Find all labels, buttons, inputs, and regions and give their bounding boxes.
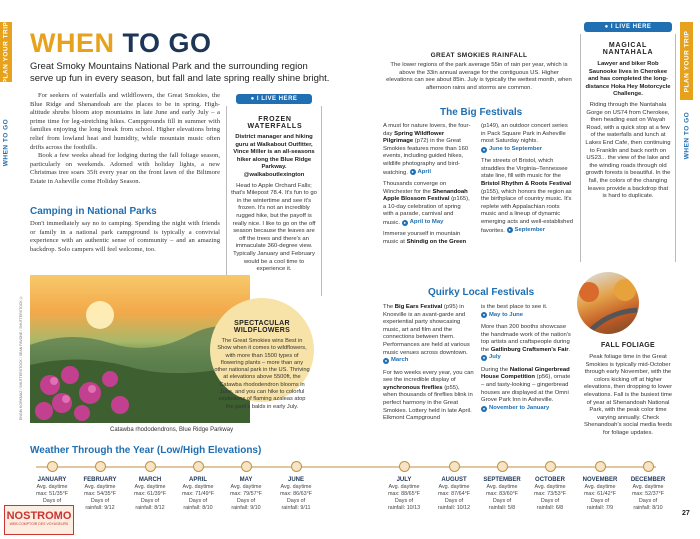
weather-icon [545, 461, 556, 472]
stamp-tagline: WEB COMPTOIR DES VOYAGEURS [9, 522, 69, 526]
month-stat: Avg. daytime [388, 484, 420, 490]
weather-icon [399, 461, 410, 472]
fall-foliage-text: Peak foliage time in the Great Smokies is typically mid-October through early November, with the colors kicking off at higher elevations, then dropping to lower elevations. Fall is the busiest time of year at Shenandoah National Park, with the peak color time varying annually. Check Shenandoah's social media feeds for foliage updates. [583, 354, 673, 436]
map-pin-icon: ● [604, 24, 611, 30]
month-stat: Days of [638, 498, 658, 504]
box-title-2: MAGICAL NANTAHALA [602, 42, 654, 56]
month-stat: rainfall: 8/10 [183, 505, 213, 511]
wildflowers-title: SPECTACULAR WILDFLOWERS [233, 320, 291, 334]
month-stat: max: 86/63°F [279, 491, 313, 497]
month-stat: rainfall: 8/10 [633, 505, 663, 511]
weather-timeline [36, 466, 656, 468]
weather-heading: Weather Through the Year (Low/High Elevations) [30, 445, 262, 456]
quirky-festivals-heading: Quirky Local Festivals [428, 287, 535, 298]
box-title: FROZEN WATERFALLS [247, 116, 303, 130]
month-stat: max: 73/53°F [533, 491, 567, 497]
month-name: FEBRUARY [83, 477, 117, 483]
month-stat: Avg. daytime [134, 484, 166, 490]
month-stat: Avg. daytime [534, 484, 566, 490]
box-lead: District manager and hiking guru at Walkabout Outfitter, Vince Miller is an all-seasons hiker along the Blue Ridge Parkway. @walkaboutlexington [233, 134, 315, 178]
i-live-here-banner-2: ● I LIVE HERE [584, 22, 672, 32]
i-live-here-box-nantahala [580, 34, 676, 262]
month-stat: max: 83/60°F [485, 491, 519, 497]
month-name: AUGUST [441, 477, 467, 483]
month-stat: Avg. daytime [438, 484, 470, 490]
calendar-icon: ● [482, 405, 486, 411]
month-stat: Days of [140, 498, 160, 504]
fall-foliage-photo [577, 272, 639, 334]
month-stat: rainfall: 9/10 [231, 505, 261, 511]
stamp-name: NOSTROMO [6, 510, 72, 522]
month-stat: rainfall: 10/13 [387, 505, 421, 511]
big-festivals-col1: A must for nature lovers, the four-day Spring Wildflower Pilgrimage (p72) in the Great Smokies features more than 160 events, including guided hikes, wildlife photography and bird-watching. ● April Thousands converge on Winchester for the Shenandoah Apple Blossom Festival (p165), a 10-day celebration of spring with a parade, carnival and music. ● April to May Immerse yourself in mountain music at Shindig on the Green [383, 123, 471, 245]
month-stat: Days of [444, 498, 464, 504]
month-name: MAY [239, 477, 253, 483]
i-live-here-box-frozen [226, 106, 322, 296]
month-stat: max: 54/35°F [83, 491, 117, 497]
weather-icon [291, 461, 302, 472]
weather-icon [497, 461, 508, 472]
month-stat: Avg. daytime [84, 484, 116, 490]
box-text-2: Riding through the Nantahala Gorge on US74 from Cherokee, then heading east on Wayah Road, with a quick stop at a few of the waterfalls and lunch at Lakes End Cafe, then continuing to Franklin and back north on US23... the view of the lake and the winding roads through old growth forests is beautiful. In the fall, the colors of the changing leaves provide a backdrop that is hard to duplicate. [585, 101, 671, 200]
weather-icon [643, 461, 654, 472]
weather-month [267, 477, 325, 512]
calendar-icon: ● [482, 146, 486, 152]
month-stat: Avg. daytime [632, 484, 664, 490]
camping-heading: Camping in National Parks [30, 206, 157, 217]
calendar-icon: ● [482, 312, 486, 318]
month-stat: Days of [90, 498, 110, 504]
month-stat: Avg. daytime [182, 484, 214, 490]
month-name: DECEMBER [630, 477, 666, 483]
month-stat: max: 87/64°F [437, 491, 471, 497]
map-pin-icon: ● [250, 96, 257, 102]
month-stat: Days of [42, 498, 62, 504]
wildflowers-text: The Great Smokies wins Best in Show when it comes to wildflowers, with more than 1500 types of flowering plants – more than any other national park in the US. Thriving at elevations above 5500ft, the Catawba rhododendron blooms in June, and you can hike to colorful explosions of flaming azaleas atop the park's balds in early July. [214, 338, 310, 410]
box-lead-2: Lawyer and biker Rob Saunooke lives in Cherokee and has completed the long-distance Hoka Hey Motorcycle Challenge. [585, 61, 671, 98]
camping-text: Don't immediately say no to camping. Spending the night with friends or family in a national park campground is typically a convivial experience with an authentic sense of community – and an amazing backdrop. Solo campers will feel welcome, too. [30, 220, 220, 253]
month-stat: Avg. daytime [584, 484, 616, 490]
intro-text: For seekers of waterfalls and wildflowers, the Great Smokies, the Blue Ridge and Shenandoah are the places to be in spring. High-altitude shrubs bloom atop mountains in late June and early July – a prime time for leg-stretching hikes. Campgrounds fill in summer with families enjoying the long break from school. Higher elevations bring relief from lowland heat and humidity, while mountain music often drifts across the foothills. Book a few weeks ahead for lodging during the fall foliage season, particularly on weekends. Adorned with holiday lights, a new Christmas tree soars 35ft every year on the front lawn of the Biltmore Estate in Asheville come Holiday Season. [30, 92, 220, 185]
photo-credit: ENGIN KORKMAZ / SHUTTERSTOCK / SEAN PAVONE / SHUTTERSTOCK © [19, 295, 23, 420]
month-name: NOVEMBER [582, 477, 618, 483]
page-title: WHEN TO GO [30, 28, 212, 58]
month-stat: Days of [394, 498, 414, 504]
month-stat: max: 88/65°F [387, 491, 421, 497]
month-stat: Avg. daytime [36, 484, 68, 490]
rainfall-text: The lower regions of the park average 55in of rain per year, which is above the 33in annual average for the contiguous US. Higher elevations can see about 85in. July is typically the wettest month, when afternoon rains and storms are common. [386, 62, 572, 91]
month-stat: Days of [188, 498, 208, 504]
month-stat: max: 51/35°F [35, 491, 69, 497]
month-stat: Days of [236, 498, 256, 504]
month-stat: rainfall: 9/12 [85, 505, 115, 511]
box-text: Head to Apple Orchard Falls; that's Milepost 78.4. It's fun to go in the wintertime and see it's frozen. It's not an incredibly rugged hike, but the payoff is really nice. I like to go on the off season because the leaves are off the trees and there's an immaculate 360-degree view. Typically January and February would be a cool time to experience it. [231, 182, 317, 273]
month-stat: Days of [590, 498, 610, 504]
month-name: APRIL [189, 477, 207, 483]
left-side-section-label: WHEN TO GO [2, 118, 10, 166]
left-side-tab-label: PLAN YOUR TRIP [2, 21, 10, 83]
fall-road-illustration [577, 272, 639, 334]
month-name: JANUARY [37, 477, 67, 483]
nostromo-stamp [4, 505, 74, 535]
month-stat: Days of [540, 498, 560, 504]
wildflowers-box [214, 320, 310, 411]
month-stat: rainfall: 6/8 [536, 505, 564, 511]
i-live-here-banner: ● I LIVE HERE [236, 94, 312, 104]
month-stat: max: 79/57°F [229, 491, 263, 497]
month-stat: max: 61/42°F [583, 491, 617, 497]
page-subtitle: Great Smoky Mountains National Park and the surrounding region serve up fun in every season, but fall and late spring really shine bright. [30, 61, 330, 84]
month-stat: Avg. daytime [230, 484, 262, 490]
right-side-section-label: WHEN TO GO [683, 111, 690, 159]
photo-caption: Catawba rhododendrons, Blue Ridge Parkway [110, 427, 234, 433]
right-side-tab-label: PLAN YOUR TRIP [683, 30, 690, 92]
quirky-festivals-col1: The Big Ears Festival (p95) in Knoxville is an avant-garde and experiential party showcasing music, art and film and the connections between them. Performances are held at various music venues across downtown. ● March For two weeks every year, you can see the incredible display of synchronous fireflies (p55), when thousands of fireflies blink in perfect harmony in the Great Smokies. Lottery held in late April. Elkmont Campground [383, 304, 474, 422]
weather-month [619, 477, 677, 512]
month-name: SEPTEMBER [483, 477, 521, 483]
month-stat: Avg. daytime [486, 484, 518, 490]
calendar-icon: ● [411, 169, 414, 175]
calendar-icon: ● [508, 227, 511, 233]
month-stat: max: 61/39°F [133, 491, 167, 497]
weather-icon [47, 461, 58, 472]
month-stat: Avg. daytime [280, 484, 312, 490]
month-stat: max: 71/49°F [181, 491, 215, 497]
month-stat: rainfall: 5/8 [488, 505, 516, 511]
month-stat: rainfall: 10/12 [437, 505, 471, 511]
month-stat: Days of [492, 498, 512, 504]
fall-foliage-title: FALL FOLIAGE [600, 342, 656, 349]
quirky-festivals-col2: is the best place to see it. ● May to June More than 200 booths showcase the handmade work of the nation's top artists and craftspeople during the Gatlinburg Craftsmen's Fair. ● July During the National Gingerbread House Competition (p56), ornate – and tasty-looking – gingerbread houses are displayed at the Omni Grove Park Inn in Asheville. ● November to January [481, 304, 571, 411]
weather-icon [449, 461, 460, 472]
month-name: JULY [396, 477, 412, 483]
big-festivals-col2: (p149), an outdoor concert series in Pack Square Park in Asheville most Saturday nights. ● June to September The streets of Bristol, which straddles the Virginia–Tennessee state line, fill with music for the Bristol Rhythm & Roots Festival (p155), which honors the region as the birthplace of country music. It's replete with Appalachian roots music and a lineup of dynamic emerging acts and well-established favorites. ● September [481, 123, 574, 234]
calendar-icon: ● [482, 355, 486, 361]
month-stat: Days of [286, 498, 306, 504]
page-number: 27 [682, 510, 690, 517]
calendar-icon: ● [384, 357, 388, 363]
month-name: OCTOBER [535, 477, 565, 483]
month-stat: max: 52/37°F [631, 491, 665, 497]
weather-icon [241, 461, 252, 472]
weather-icon [145, 461, 156, 472]
big-festivals-heading: The Big Festivals [440, 107, 523, 118]
weather-icon [95, 461, 106, 472]
month-name: JUNE [287, 477, 304, 483]
rainfall-title: GREAT SMOKIES RAINFALL [430, 52, 528, 59]
month-stat: rainfall: 9/11 [281, 505, 311, 511]
month-stat: rainfall: 8/12 [135, 505, 165, 511]
weather-icon [595, 461, 606, 472]
calendar-icon: ● [403, 219, 406, 225]
month-name: MARCH [138, 477, 162, 483]
month-stat: rainfall: 7/9 [586, 505, 614, 511]
weather-icon [193, 461, 204, 472]
